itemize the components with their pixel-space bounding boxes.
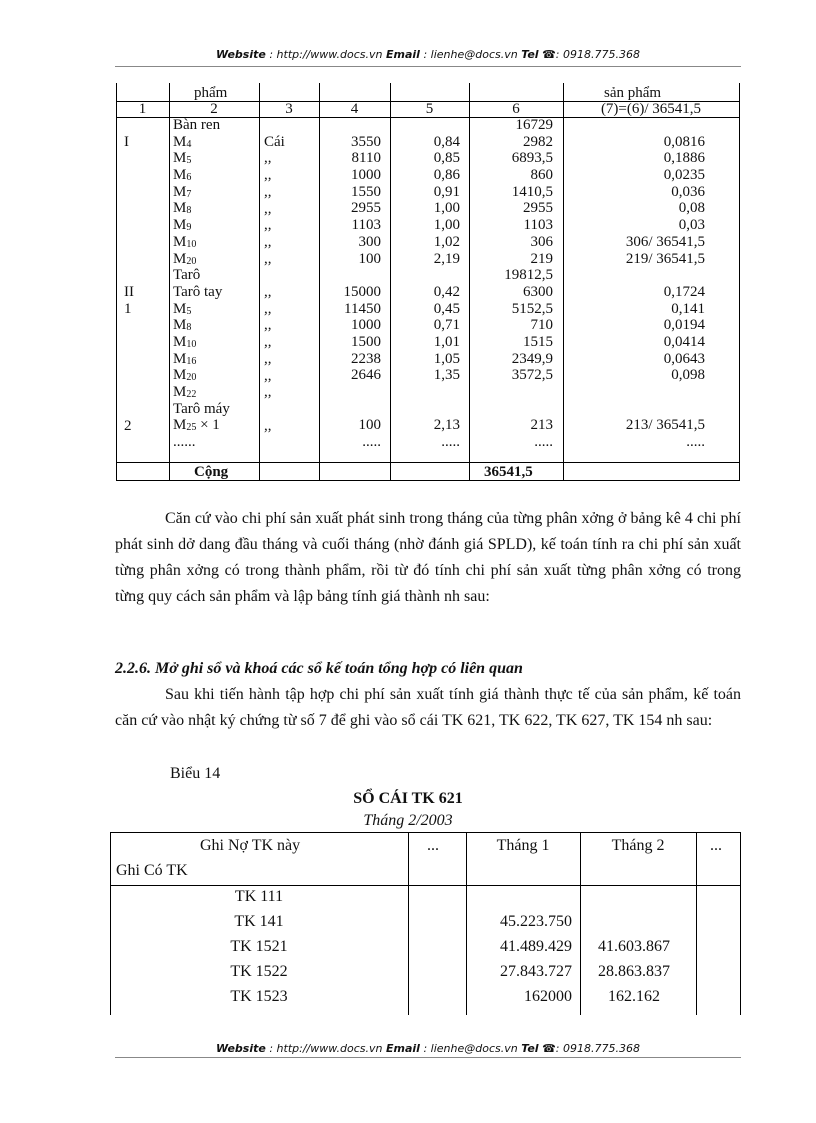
ratio-cell: 0,0414	[663, 333, 705, 350]
email-label: Email	[386, 48, 420, 61]
product-name: $M_4$	[173, 133, 192, 150]
website-url[interactable]: : http://www.docs.vn	[269, 1042, 383, 1055]
coefficient-cell: 1,02	[433, 233, 460, 250]
product-name: $M_6$	[173, 167, 192, 184]
ratio-cell	[563, 117, 705, 134]
ratio-cell	[563, 401, 705, 418]
page-footer	[115, 1042, 741, 1055]
standard-qty-cell: 2349,9	[511, 350, 553, 367]
coefficient-cell: 2,13	[433, 417, 460, 434]
unit-cell: ,,	[264, 250, 272, 267]
quantity-cell: 8110	[351, 150, 381, 167]
ledger-account: TK 1521	[230, 938, 288, 955]
colnum-5: 5	[425, 101, 434, 117]
ratio-cell: 0,03	[678, 217, 705, 234]
footer-rule	[115, 1057, 741, 1058]
col-group	[124, 117, 164, 457]
page-header	[115, 48, 741, 61]
ratio-cell: 0,036	[671, 183, 705, 200]
ledger-month2-value: 162.162	[608, 988, 660, 1005]
standard-qty-cell: 16729	[515, 117, 553, 133]
tel-label: Tel	[521, 1042, 539, 1055]
product-name: $M_{10}$	[173, 333, 197, 350]
quantity-cell: 2238	[351, 350, 381, 367]
coefficient-cell: 0,71	[433, 317, 460, 334]
standard-qty-cell: 306	[530, 233, 553, 250]
total-value: 36541,5	[484, 464, 533, 480]
ledger-month1-value: 45.223.750	[500, 913, 572, 930]
ledger-table	[110, 832, 741, 1015]
ledger-head-dots-1: ...	[427, 837, 439, 854]
col-product	[173, 117, 259, 451]
standard-qty-cell: 2982	[523, 133, 553, 150]
standard-qty-cell: 6300	[523, 283, 553, 300]
quantity-cell: 15000	[343, 283, 381, 300]
group-code: II	[124, 284, 134, 300]
group-code: 2	[124, 417, 132, 434]
ratio-cell	[563, 384, 705, 401]
standard-qty-cell: 1103	[523, 217, 553, 234]
email-label: Email	[386, 1042, 420, 1055]
ledger-account: TK 1523	[230, 988, 288, 1005]
standard-qty-cell	[469, 384, 553, 401]
unit-cell: ,,	[264, 217, 272, 234]
standard-qty-cell: 860	[530, 167, 553, 184]
phone-icon: ☎	[542, 1042, 556, 1055]
quantity-cell: 100	[358, 417, 381, 434]
colnum-1: 1	[138, 101, 147, 117]
product-name: $M_5$	[173, 150, 192, 167]
product-name: $M_5$	[173, 300, 192, 317]
quantity-cell: 100	[358, 250, 381, 267]
website-label: Website	[216, 1042, 266, 1055]
website-url[interactable]: : http://www.docs.vn	[269, 48, 383, 61]
product-name: ......	[173, 434, 196, 451]
ledger-head-dots-2: ...	[710, 837, 722, 854]
paragraph-costing-text: Căn cứ vào chi phí sản xuất phát sinh trong tháng của từng phân xởng ở bảng kê 4 chi phí phát sinh dở dang đầu tháng và cuối tháng (nhờ đánh giá SPLD), kế toán tính ra chi phí sản xuất từng phân xởng có trong thành phẩm, rồi từ đó tính chi phí sản xuất từng phân xởng có trong từng quy cách sản phẩm và lập bảng tính giá thành nh sau:	[115, 510, 741, 605]
coefficient-cell: 1,05	[433, 350, 460, 367]
ratio-cell: 306/ 36541,5	[625, 233, 705, 250]
coefficient-cell	[390, 401, 460, 418]
coefficient-cell: 0,86	[433, 167, 460, 184]
colnum-4: 4	[350, 101, 359, 117]
colnum-3: 3	[285, 101, 293, 117]
paragraph-ledger	[115, 682, 741, 734]
unit-cell: ,,	[264, 183, 272, 200]
ratio-cell: 219/ 36541,5	[625, 250, 705, 267]
colnum-7: (7)=(6)/ 36541,5	[600, 101, 702, 117]
tel-number: : 0918.775.368	[555, 48, 640, 61]
quantity-cell: 1500	[351, 333, 381, 350]
quantity-cell: 1000	[351, 317, 381, 334]
ratio-cell: 0,0194	[663, 317, 705, 334]
quantity-cell: 300	[358, 233, 381, 250]
ratio-cell: 0,0816	[663, 133, 705, 150]
product-name: $M_9$	[173, 217, 192, 234]
phone-icon: ☎	[542, 48, 556, 61]
ledger-head-credit: Ghi Có TK	[116, 862, 188, 879]
product-name: $M_{25} \times 1$	[173, 417, 220, 434]
ledger-head-month1: Tháng 1	[496, 837, 550, 854]
standard-qty-cell: 19812,5	[504, 267, 553, 284]
unit-cell: ,,	[264, 300, 272, 317]
unit-cell: ,,	[264, 284, 272, 300]
ratio-cell: 0,0235	[663, 167, 705, 184]
unit-cell: ,,	[264, 367, 272, 384]
tel-number: : 0918.775.368	[555, 1042, 640, 1055]
coefficient-cell: 2,19	[433, 250, 460, 267]
header-rule	[115, 66, 741, 67]
col-quantity	[319, 117, 381, 451]
cost-table	[116, 83, 740, 481]
group-code: 1	[124, 300, 132, 317]
quantity-cell: .....	[362, 434, 381, 451]
standard-qty-cell: 1410,5	[511, 183, 553, 200]
quantity-cell	[319, 384, 381, 401]
figure-label: Biểu 14	[170, 765, 221, 782]
coefficient-cell: 0,42	[433, 283, 460, 300]
quantity-cell	[319, 117, 381, 134]
product-name: Tarô tay	[173, 283, 223, 300]
col-coefficient	[390, 117, 460, 451]
unit-cell: ,,	[264, 200, 272, 217]
unit-cell: Cái	[264, 133, 285, 150]
quantity-cell: 2955	[351, 200, 381, 217]
unit-cell: ,,	[264, 350, 272, 367]
standard-qty-cell: .....	[534, 434, 553, 451]
ledger-head-month2: Tháng 2	[611, 837, 665, 854]
email-address[interactable]: : lienhe@docs.vn	[423, 1042, 518, 1055]
header-product: phẩm	[194, 85, 228, 101]
email-address[interactable]: : lienhe@docs.vn	[423, 48, 518, 61]
section-heading: 2.2.6. Mở ghi sổ và khoá các sổ kế toán tổng hợp có liên quan	[115, 660, 523, 677]
coefficient-cell: 0,91	[433, 183, 460, 200]
standard-qty-cell: 710	[530, 317, 553, 334]
col-ratio	[563, 117, 705, 451]
ledger-month1-value: 41.489.429	[500, 938, 572, 955]
product-name: $M_8$	[173, 317, 192, 334]
coefficient-cell: 1,00	[433, 217, 460, 234]
ledger-month2-value: 41.603.867	[598, 938, 670, 955]
ledger-account: TK 111	[234, 888, 284, 905]
product-name: $M_7$	[173, 183, 192, 200]
colnum-6: 6	[512, 101, 520, 117]
ledger-month1-value: 27.843.727	[500, 963, 572, 980]
paragraph-ledger-text: Sau khi tiến hành tập hợp chi phí sản xuất tính giá thành thực tế của sản phẩm, kế toán căn cứ vào nhật ký chứng từ số 7 để ghi vào sổ cái TK 621, TK 622, TK 627, TK 154 nh sau:	[115, 686, 741, 729]
coefficient-cell	[390, 384, 460, 401]
ratio-cell: 0,1724	[663, 283, 705, 300]
unit-cell: ,,	[264, 167, 272, 184]
standard-qty-cell: 2955	[523, 200, 553, 217]
quantity-cell	[319, 267, 381, 284]
ledger-month2-value: 28.863.837	[598, 963, 670, 980]
product-name: $M_{22}$	[173, 384, 197, 400]
coefficient-cell: 1,00	[433, 200, 460, 217]
standard-qty-cell: 1515	[523, 333, 553, 350]
header-product-unit: sản phẩm	[604, 85, 662, 101]
ratio-cell: 0,0643	[663, 350, 705, 367]
total-label: Cộng	[194, 464, 229, 480]
product-name: Tarô máy	[173, 400, 230, 417]
quantity-cell: 3550	[351, 133, 381, 150]
product-name: $M_{16}$	[173, 350, 197, 367]
coefficient-cell: .....	[441, 434, 460, 451]
product-name: $M_{10}$	[173, 233, 197, 250]
ledger-subtitle: Tháng 2/2003	[363, 812, 453, 829]
product-name: Bàn ren	[173, 117, 221, 133]
colnum-2: 2	[210, 101, 218, 117]
standard-qty-cell	[469, 401, 553, 418]
ledger-account: TK 141	[234, 913, 284, 930]
ratio-cell: 0,141	[671, 300, 705, 317]
product-name: Tarô	[173, 267, 201, 284]
coefficient-cell: 0,84	[433, 133, 460, 150]
product-name: $M_{20}$	[173, 367, 197, 384]
ratio-cell: 0,098	[671, 367, 705, 384]
unit-cell: ,,	[264, 417, 272, 434]
unit-cell: ,,	[264, 233, 272, 250]
ratio-cell: 213/ 36541,5	[625, 417, 705, 434]
ratio-cell: 0,08	[678, 200, 705, 217]
coefficient-cell: 1,01	[433, 333, 460, 350]
standard-qty-cell: 213	[530, 417, 553, 434]
quantity-cell	[319, 401, 381, 418]
paragraph-costing	[115, 506, 741, 610]
ledger-title: SỔ CÁI TK 621	[353, 790, 463, 807]
standard-qty-cell: 5152,5	[511, 300, 553, 317]
ledger-account: TK 1522	[230, 963, 288, 980]
standard-qty-cell: 3572,5	[511, 367, 553, 384]
standard-qty-cell: 219	[530, 250, 553, 267]
ledger-head-debit: Ghi Nợ TK này	[200, 837, 301, 854]
quantity-cell: 1103	[351, 217, 381, 234]
website-label: Website	[216, 48, 266, 61]
product-name: $M_8$	[173, 200, 192, 217]
group-code: I	[124, 133, 129, 150]
tel-label: Tel	[521, 48, 539, 61]
ratio-cell	[563, 267, 705, 284]
quantity-cell: 1550	[351, 183, 381, 200]
coefficient-cell	[390, 117, 460, 134]
coefficient-cell: 0,85	[433, 150, 460, 167]
unit-cell: ,,	[264, 384, 272, 401]
standard-qty-cell: 6893,5	[511, 150, 553, 167]
quantity-cell: 11450	[344, 300, 381, 317]
quantity-cell: 1000	[351, 167, 381, 184]
col-unit	[264, 117, 314, 457]
col-standard-qty	[469, 117, 553, 451]
unit-cell: ,,	[264, 334, 272, 351]
unit-cell: ,,	[264, 150, 272, 167]
coefficient-cell	[390, 267, 460, 284]
ratio-cell: 0,1886	[663, 150, 705, 167]
coefficient-cell: 0,45	[433, 300, 460, 317]
unit-cell: ,,	[264, 317, 272, 334]
product-name: $M_{20}$	[173, 250, 197, 267]
coefficient-cell: 1,35	[433, 367, 460, 384]
quantity-cell: 2646	[351, 367, 381, 384]
ledger-month1-value: 162000	[524, 988, 572, 1005]
ratio-cell: .....	[686, 434, 705, 451]
